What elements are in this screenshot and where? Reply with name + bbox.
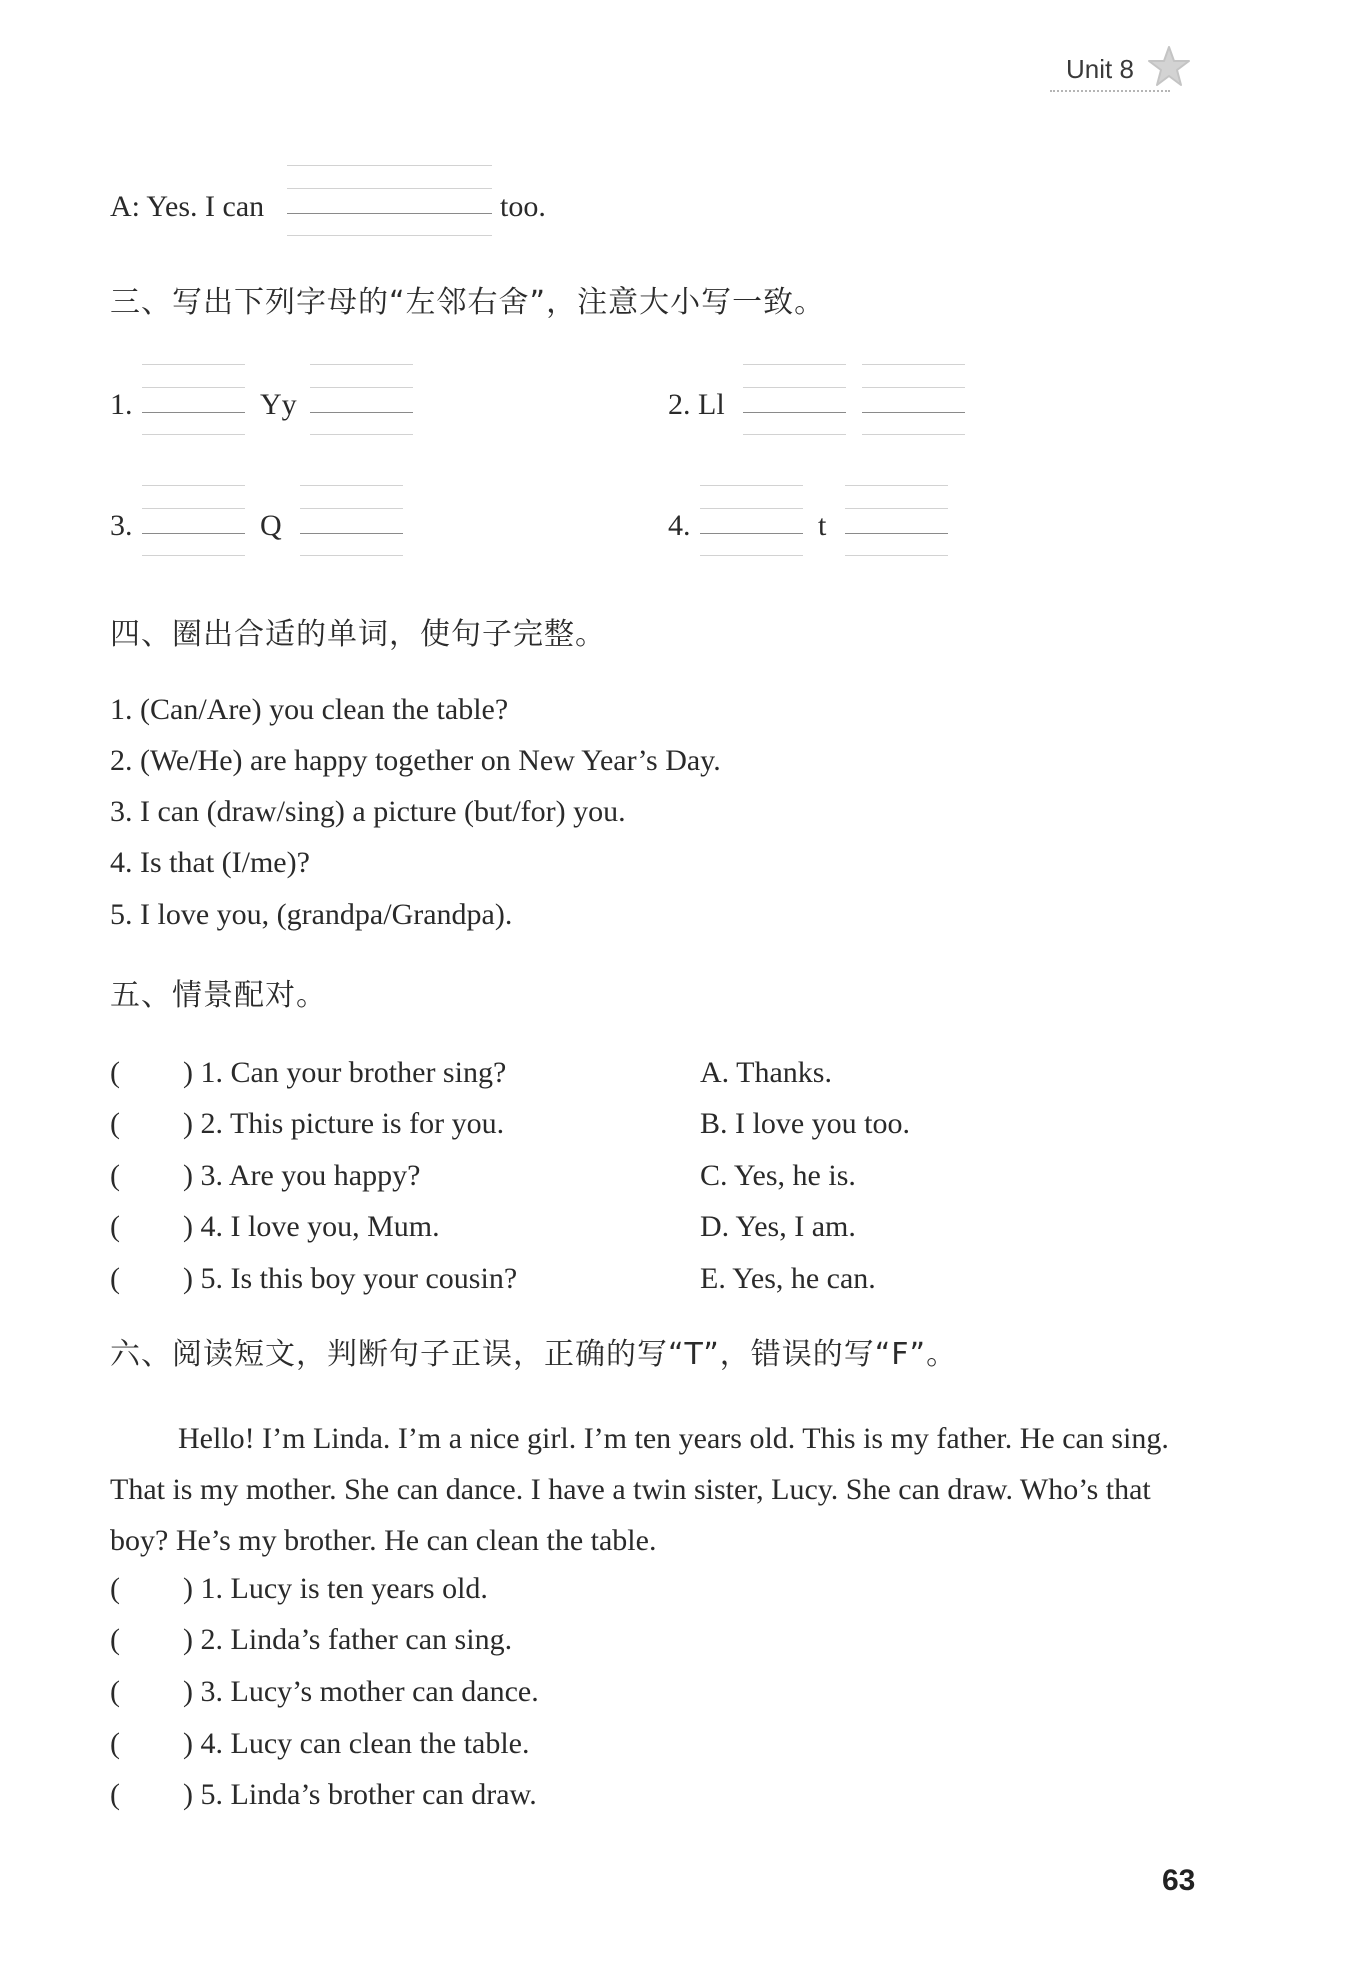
section4-item: 1. (Can/Are) you clean the table? [110, 693, 509, 726]
section4-item: 4. Is that (I/me)? [110, 846, 310, 879]
section3-item3-right-blank[interactable] [300, 485, 403, 557]
section6-title: 六、阅读短文，判断句子正误，正确的写“T”，错误的写“F”。 [110, 1337, 958, 1372]
page-number: 63 [1162, 1864, 1196, 1897]
section4-title: 四、圈出合适的单词，使句子完整。 [110, 617, 606, 652]
section5-option: E. Yes, he can. [700, 1262, 876, 1295]
section5-question: ) 5. Is this boy your cousin? [183, 1262, 518, 1295]
section6-answer-paren[interactable]: ( [110, 1572, 120, 1605]
section3-item1-left-blank[interactable] [142, 364, 245, 436]
dialogue-suffix: too. [500, 190, 546, 223]
dialogue-answer-blank[interactable] [287, 165, 492, 237]
section5-option: A. Thanks. [700, 1056, 832, 1089]
section3-item3-number: 3. [110, 509, 133, 542]
reading-passage: Hello! I’m Linda. I’m a nice girl. I’m ten years old. This is my father. He can sing. That is my mother. She can dance. I have a twin sister, Lucy. She can draw. Who’s that boy? He’s my brother. He can clean the table. [110, 1422, 1169, 1557]
dialogue-prefix: A: Yes. I can [110, 190, 265, 223]
section3-item2-number: 2. Ll [668, 388, 725, 421]
unit-label: Unit 8 [1066, 54, 1134, 84]
section3-item3-left-blank[interactable] [142, 485, 245, 557]
section4-item: 3. I can (draw/sing) a picture (but/for) you. [110, 795, 626, 828]
section6-statement: ) 4. Lucy can clean the table. [183, 1727, 530, 1760]
section3-item2-left-blank[interactable] [743, 364, 846, 436]
section5-answer-paren[interactable]: ( [110, 1210, 120, 1243]
section6-answer-paren[interactable]: ( [110, 1675, 120, 1708]
section6-statement: ) 2. Linda’s father can sing. [183, 1623, 513, 1656]
section5-option: D. Yes, I am. [700, 1210, 856, 1243]
section6-answer-paren[interactable]: ( [110, 1727, 120, 1760]
section3-item4-number: 4. [668, 509, 691, 542]
section3-item2-right-blank[interactable] [862, 364, 965, 436]
section3-item4-right-blank[interactable] [845, 485, 948, 557]
header-divider [1050, 90, 1170, 92]
section3-item1-letter: Yy [260, 388, 297, 421]
section5-answer-paren[interactable]: ( [110, 1159, 120, 1192]
section5-option: C. Yes, he is. [700, 1159, 856, 1192]
section6-statement: ) 1. Lucy is ten years old. [183, 1572, 488, 1605]
section3-item4-left-blank[interactable] [700, 485, 803, 557]
section3-title: 三、写出下列字母的“左邻右舍”，注意大小写一致。 [110, 285, 826, 320]
section5-answer-paren[interactable]: ( [110, 1056, 120, 1089]
section3-item1-right-blank[interactable] [310, 364, 413, 436]
section5-title: 五、情景配对。 [110, 978, 327, 1013]
section4-item: 5. I love you, (grandpa/Grandpa). [110, 898, 513, 931]
section6-answer-paren[interactable]: ( [110, 1623, 120, 1656]
section5-question: ) 2. This picture is for you. [183, 1107, 505, 1140]
section3-item1-number: 1. [110, 388, 133, 421]
section5-answer-paren[interactable]: ( [110, 1262, 120, 1295]
section5-question: ) 3. Are you happy? [183, 1159, 421, 1192]
section5-question: ) 1. Can your brother sing? [183, 1056, 507, 1089]
section4-item: 2. (We/He) are happy together on New Year’s Day. [110, 744, 721, 777]
section5-option: B. I love you too. [700, 1107, 910, 1140]
section6-answer-paren[interactable]: ( [110, 1778, 120, 1811]
section6-statement: ) 5. Linda’s brother can draw. [183, 1778, 537, 1811]
section5-answer-paren[interactable]: ( [110, 1107, 120, 1140]
section6-statement: ) 3. Lucy’s mother can dance. [183, 1675, 539, 1708]
star-icon [1146, 44, 1192, 90]
section5-question: ) 4. I love you, Mum. [183, 1210, 440, 1243]
section3-item4-letter: t [818, 509, 827, 542]
section3-item3-letter: Q [260, 509, 282, 542]
